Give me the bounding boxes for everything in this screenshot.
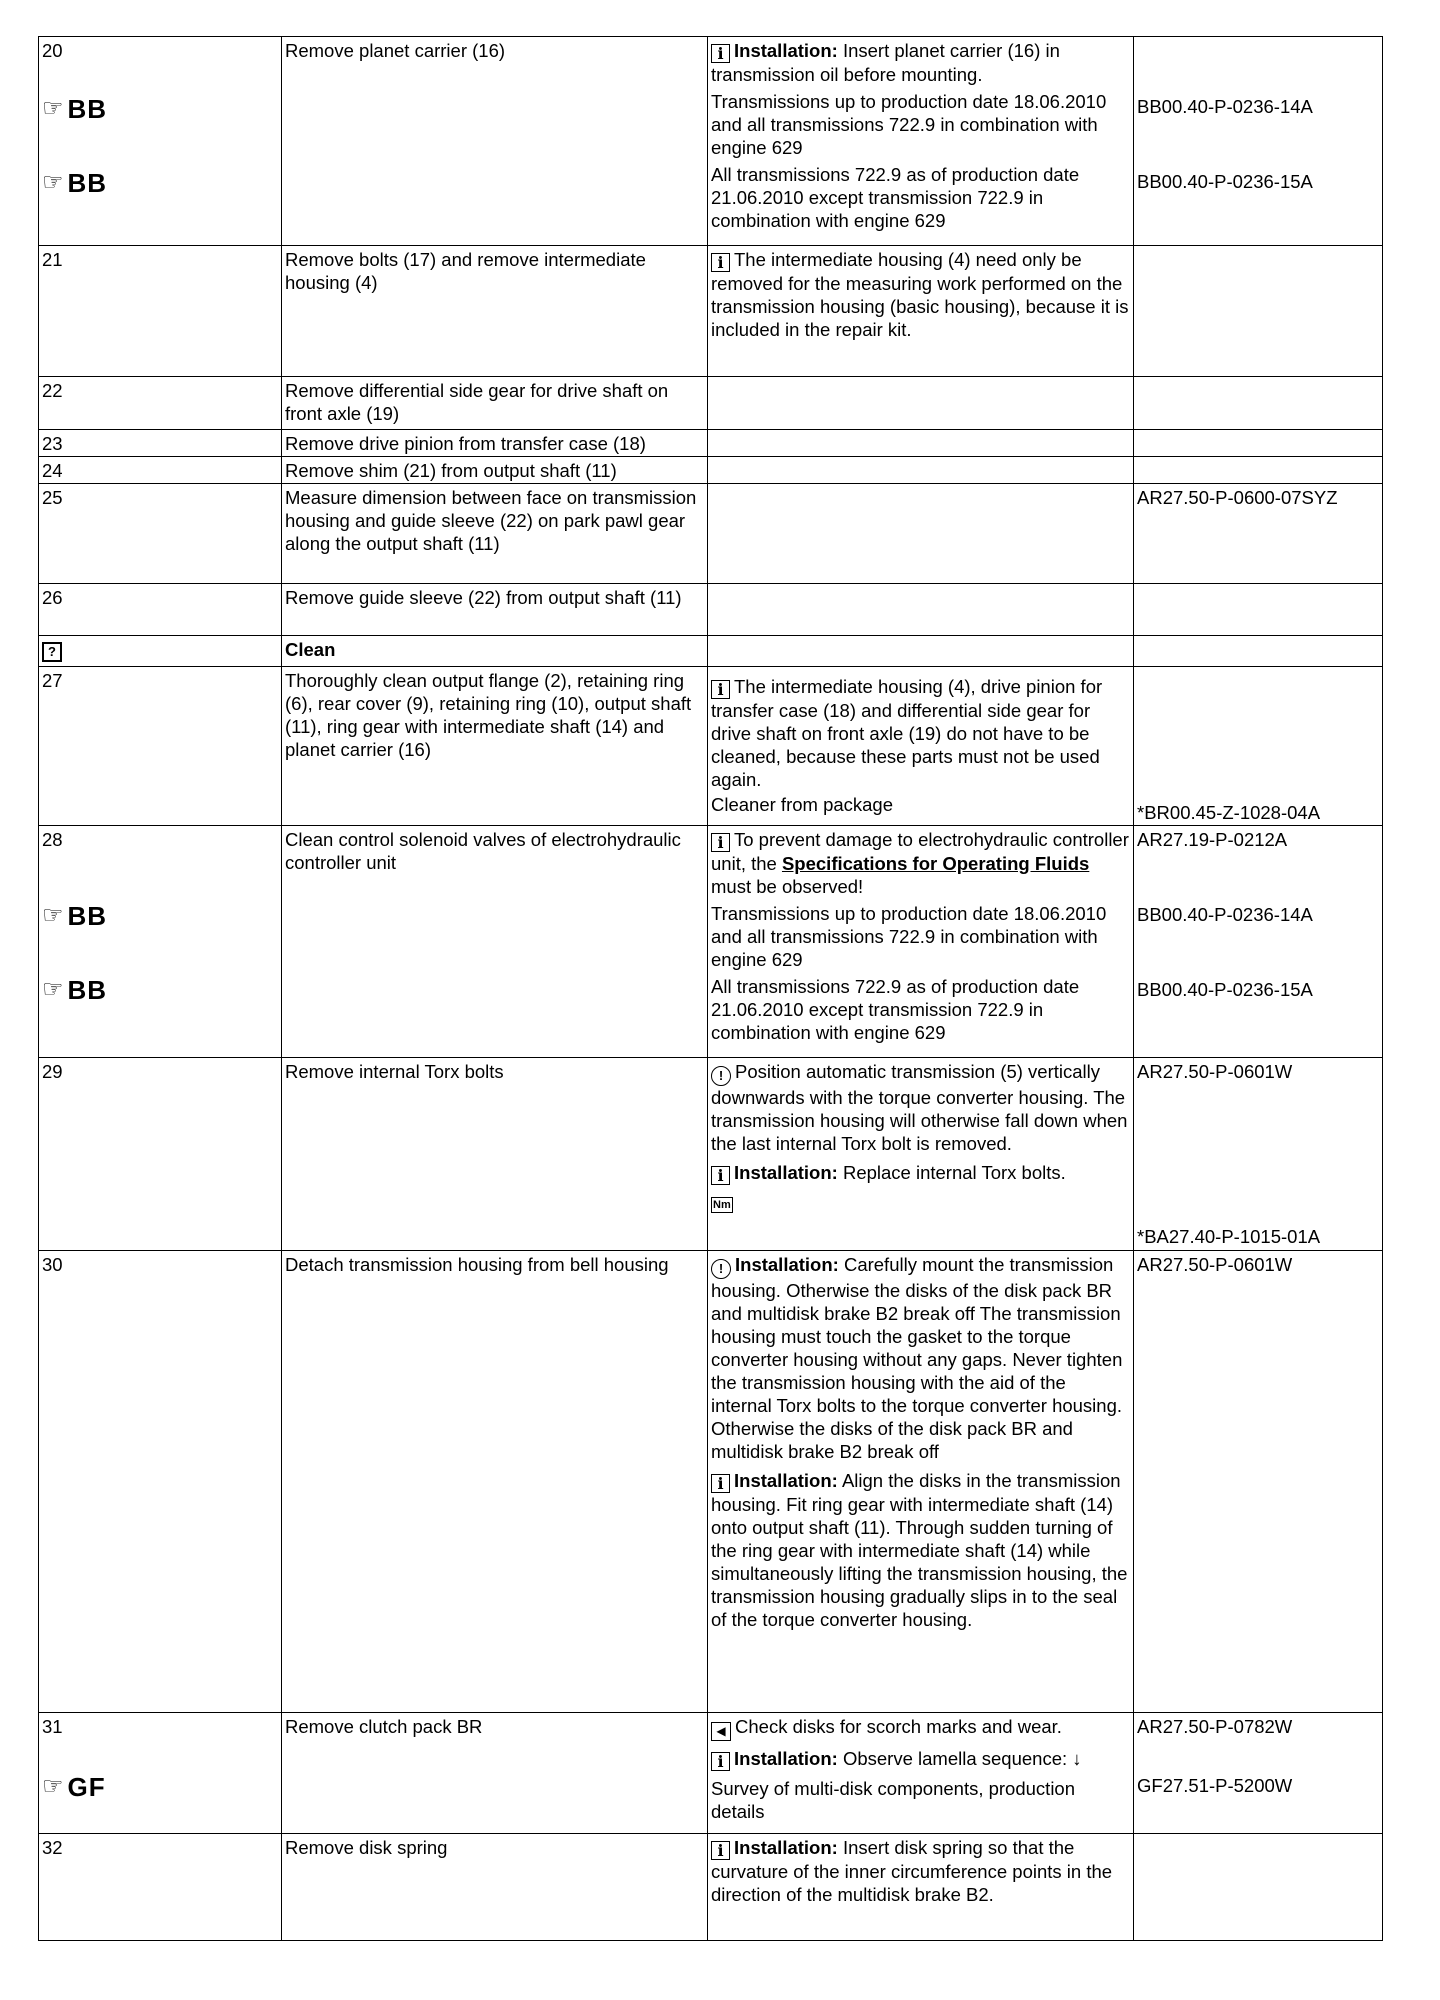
reference-link[interactable]: AR27.19-P-0212A — [1137, 829, 1288, 850]
step-number: 27 — [42, 670, 63, 691]
step-action: Remove shim (21) from output shaft (11) — [285, 460, 617, 481]
step-number: 32 — [42, 1837, 63, 1858]
step-row-30 — [39, 1251, 1383, 1713]
action-cell — [282, 1713, 708, 1834]
reference-link[interactable]: *BA27.40-P-1015-01A — [1137, 1226, 1321, 1247]
step-action: Remove clutch pack BR — [285, 1716, 483, 1737]
note-text: Insert disk spring so that the curvature of the inner circumference points in the direction of the multidisk brake B2. — [711, 1837, 1113, 1905]
step-number-cell — [39, 457, 282, 484]
step-row-29 — [39, 1058, 1383, 1251]
reference-cell — [1134, 37, 1383, 246]
action-cell — [282, 667, 708, 826]
step-number-cell — [39, 667, 282, 826]
reference-link[interactable]: GF27.51-P-5200W — [1137, 1775, 1293, 1796]
installation-note — [711, 1161, 1130, 1185]
warning-icon: ! — [711, 1066, 731, 1086]
torque-marker — [711, 1189, 1130, 1213]
info-icon: i — [711, 44, 730, 63]
info-icon: i — [711, 833, 730, 852]
note-keyword: Installation: — [734, 40, 838, 61]
notes-cell — [708, 1834, 1134, 1941]
info-icon: i — [711, 1752, 730, 1771]
action-cell — [282, 1251, 708, 1713]
section-title: Clean — [285, 639, 336, 660]
step-action: Remove internal Torx bolts — [285, 1061, 504, 1082]
step-number: 30 — [42, 1254, 63, 1275]
step-row-23 — [39, 430, 1383, 457]
notes-cell — [708, 457, 1134, 484]
action-cell — [282, 430, 708, 457]
reference-cell — [1134, 1834, 1383, 1941]
notes-cell — [708, 246, 1134, 377]
condition-text: Transmissions up to production date 18.06.2010 and all transmissions 722.9 in combination with engine 629 — [711, 903, 1107, 970]
note-text: Insert planet carrier (16) in transmission oil before mounting. — [711, 40, 1060, 85]
warning-icon: ! — [711, 1259, 731, 1279]
note-text: The intermediate housing (4), drive pinion for transfer case (18) and differential side gear for drive shaft on front axle (19) do not have to be cleaned, because these parts must not be used again. — [711, 676, 1103, 790]
reference-cell — [1134, 246, 1383, 377]
check-note — [711, 1715, 1130, 1741]
note-text: Align the disks in the transmission housing. Fit ring gear with intermediate shaft (14) onto output shaft (11). Through sudden turning of the ring gear with intermediate shaft (14) while simultaneously lifting the transmission housing, the transmission housing gradually slips in to the seal of the torque converter housing. — [711, 1470, 1128, 1630]
notes-cell — [708, 636, 1134, 667]
step-number: 23 — [42, 433, 63, 454]
reference-cell — [1134, 484, 1383, 584]
bb-link-2[interactable] — [42, 975, 278, 1005]
condition-text: All transmissions 722.9 as of production date 21.06.2010 except transmission 722.9 in combination with engine 629 — [711, 164, 1080, 231]
note-text: The intermediate housing (4) need only be removed for the measuring work performed on the transmission housing (basic housing), because it is included in the repair kit. — [711, 249, 1129, 340]
step-number-cell — [39, 246, 282, 377]
reference-link[interactable]: BB00.40-P-0236-15A — [1137, 171, 1313, 192]
notes-cell — [708, 1058, 1134, 1251]
step-row-27 — [39, 667, 1383, 826]
action-cell — [282, 457, 708, 484]
note-text: Replace internal Torx bolts. — [842, 1162, 1066, 1183]
gf-label: GF — [67, 1772, 106, 1802]
installation-note — [711, 1747, 1130, 1771]
bb-link-2[interactable] — [42, 168, 278, 198]
bb-label: BB — [67, 168, 108, 198]
bb-link-1[interactable] — [42, 94, 278, 124]
step-number-cell — [39, 1834, 282, 1941]
reference-cell — [1134, 457, 1383, 484]
note-text: must be observed! — [711, 876, 864, 897]
action-cell — [282, 826, 708, 1058]
bb-label: BB — [67, 94, 108, 124]
notes-cell — [708, 377, 1134, 430]
step-number: 29 — [42, 1061, 63, 1082]
step-number: 21 — [42, 249, 63, 270]
info-note — [711, 828, 1130, 898]
reference-cell — [1134, 377, 1383, 430]
step-action: Thoroughly clean output flange (2), retaining ring (6), rear cover (9), retaining ring (10), output shaft (11), ring gear with intermediate shaft (14) and planet carrier (16) — [285, 670, 692, 760]
step-row-24 — [39, 457, 1383, 484]
reference-link[interactable]: AR27.50-P-0782W — [1137, 1716, 1293, 1737]
notes-cell — [708, 37, 1134, 246]
info-icon: i — [711, 1166, 730, 1185]
reference-cell — [1134, 1251, 1383, 1713]
note-keyword: Installation: — [734, 1748, 838, 1769]
installation-note — [711, 1469, 1130, 1631]
step-number-cell — [39, 377, 282, 430]
reference-link[interactable]: AR27.50-P-0601W — [1137, 1061, 1293, 1082]
notes-cell — [708, 667, 1134, 826]
pointing-hand-icon: ☞ — [42, 902, 65, 929]
step-row-28 — [39, 826, 1383, 1058]
step-number-cell — [39, 484, 282, 584]
step-action: Measure dimension between face on transmission housing and guide sleeve (22) on park pawl gear along the output shaft (11) — [285, 487, 697, 554]
pointing-hand-icon: ☞ — [42, 976, 65, 1003]
step-number: 24 — [42, 460, 63, 481]
step-row-21 — [39, 246, 1383, 377]
step-row-31 — [39, 1713, 1383, 1834]
step-action: Detach transmission housing from bell housing — [285, 1254, 669, 1275]
reference-cell — [1134, 636, 1383, 667]
reference-link[interactable]: BB00.40-P-0236-14A — [1137, 904, 1313, 925]
notes-cell — [708, 1251, 1134, 1713]
pointing-hand-icon: ☞ — [42, 169, 65, 196]
note-keyword: Installation: — [735, 1254, 839, 1275]
reference-link[interactable]: AR27.50-P-0601W — [1137, 1254, 1293, 1275]
warning-note — [711, 1060, 1130, 1155]
step-number: 31 — [42, 1716, 63, 1737]
note-text: To prevent damage to electrohydraulic controller unit, the — [711, 829, 1129, 874]
note-text: Observe lamella sequence: — [842, 1748, 1068, 1769]
action-cell — [282, 246, 708, 377]
info-icon: i — [711, 1841, 730, 1860]
step-number: 28 — [42, 829, 63, 850]
procedure-sheet — [38, 36, 1382, 1941]
info-icon: i — [711, 1474, 730, 1493]
installation-note — [711, 39, 1130, 86]
reference-cell — [1134, 584, 1383, 636]
notes-cell — [708, 826, 1134, 1058]
pointing-hand-icon: ☞ — [42, 95, 65, 122]
action-cell — [282, 1058, 708, 1251]
reference-cell — [1134, 430, 1383, 457]
condition-text: Cleaner from package — [711, 794, 894, 815]
step-number-cell — [39, 584, 282, 636]
step-number: 25 — [42, 487, 63, 508]
step-number-cell — [39, 430, 282, 457]
notes-cell — [708, 1713, 1134, 1834]
action-cell — [282, 1834, 708, 1941]
step-action: Remove disk spring — [285, 1837, 448, 1858]
info-icon: i — [711, 253, 730, 272]
note-text: Carefully mount the transmission housing. Otherwise the disks of the disk pack BR and multidisk brake B2 break off The transmission housing must touch the gasket to the torque converter housing without any gaps. Never tighten the transmission housing with the aid of the internal Torx bolts to the torque converter housing. Otherwise the disks of the disk pack BR and multidisk brake B2 break off — [711, 1254, 1123, 1462]
step-number-cell — [39, 1251, 282, 1713]
arrow-down-icon[interactable]: ↓ — [1072, 1748, 1082, 1769]
step-number-cell — [39, 1058, 282, 1251]
step-number-cell — [39, 826, 282, 1058]
bb-link-1[interactable] — [42, 901, 278, 931]
step-action: Clean control solenoid valves of electrohydraulic controller unit — [285, 829, 681, 873]
step-number-cell — [39, 1713, 282, 1834]
torque-nm-icon[interactable]: Nm — [713, 1199, 731, 1211]
step-action: Remove drive pinion from transfer case (18) — [285, 433, 646, 454]
note-keyword: Installation: — [734, 1470, 838, 1491]
specifications-link[interactable]: Specifications for Operating Fluids — [781, 853, 1090, 874]
action-cell — [282, 584, 708, 636]
procedure-table — [38, 36, 1383, 1941]
notes-cell — [708, 584, 1134, 636]
bb-label: BB — [67, 975, 108, 1005]
reference-link[interactable]: BB00.40-P-0236-14A — [1137, 96, 1313, 117]
step-number: 20 — [42, 40, 63, 61]
note-keyword: Installation: — [734, 1162, 838, 1183]
step-row-22 — [39, 377, 1383, 430]
clean-icon: ? — [42, 642, 62, 662]
pointing-hand-icon: ☞ — [42, 1773, 65, 1800]
notes-cell — [708, 430, 1134, 457]
check-icon: ◀ — [711, 1722, 731, 1741]
reference-link[interactable]: AR27.50-P-0600-07SYZ — [1137, 487, 1338, 508]
step-number: 22 — [42, 380, 63, 401]
note-keyword: Installation: — [734, 1837, 838, 1858]
step-number: 26 — [42, 587, 63, 608]
condition-text: Survey of multi-disk components, production details — [711, 1778, 1076, 1822]
notes-cell — [708, 484, 1134, 584]
reference-cell — [1134, 1058, 1383, 1251]
step-row-26 — [39, 584, 1383, 636]
step-number-cell — [39, 37, 282, 246]
bb-label: BB — [67, 901, 108, 931]
step-action: Remove bolts (17) and remove intermediate housing (4) — [285, 249, 646, 293]
action-cell — [282, 484, 708, 584]
note-text: Position automatic transmission (5) vertically downwards with the torque converter housing. The transmission housing will otherwise fall down when the last internal Torx bolt is removed. — [711, 1061, 1128, 1154]
step-action: Remove planet carrier (16) — [285, 40, 506, 61]
reference-cell — [1134, 826, 1383, 1058]
action-cell — [282, 377, 708, 430]
condition-text: All transmissions 722.9 as of production date 21.06.2010 except transmission 722.9 in combination with engine 629 — [711, 976, 1080, 1043]
action-cell — [282, 37, 708, 246]
condition-text: Transmissions up to production date 18.06.2010 and all transmissions 722.9 in combination with engine 629 — [711, 91, 1107, 158]
step-row-32 — [39, 1834, 1383, 1941]
gf-link[interactable] — [42, 1772, 278, 1802]
clean-section-row — [39, 636, 1383, 667]
clean-icon-cell — [39, 636, 282, 667]
step-action: Remove differential side gear for drive shaft on front axle (19) — [285, 380, 669, 424]
warning-note — [711, 1253, 1130, 1463]
reference-link[interactable]: BB00.40-P-0236-15A — [1137, 979, 1313, 1000]
note-text: Check disks for scorch marks and wear. — [735, 1716, 1062, 1737]
step-row-20 — [39, 37, 1383, 246]
info-icon: i — [711, 680, 730, 699]
reference-cell — [1134, 667, 1383, 826]
info-note — [711, 675, 1130, 791]
step-action: Remove guide sleeve (22) from output shaft (11) — [285, 587, 682, 608]
step-row-25 — [39, 484, 1383, 584]
clean-title-cell — [282, 636, 708, 667]
reference-link[interactable]: *BR00.45-Z-1028-04A — [1137, 802, 1321, 823]
reference-cell — [1134, 1713, 1383, 1834]
